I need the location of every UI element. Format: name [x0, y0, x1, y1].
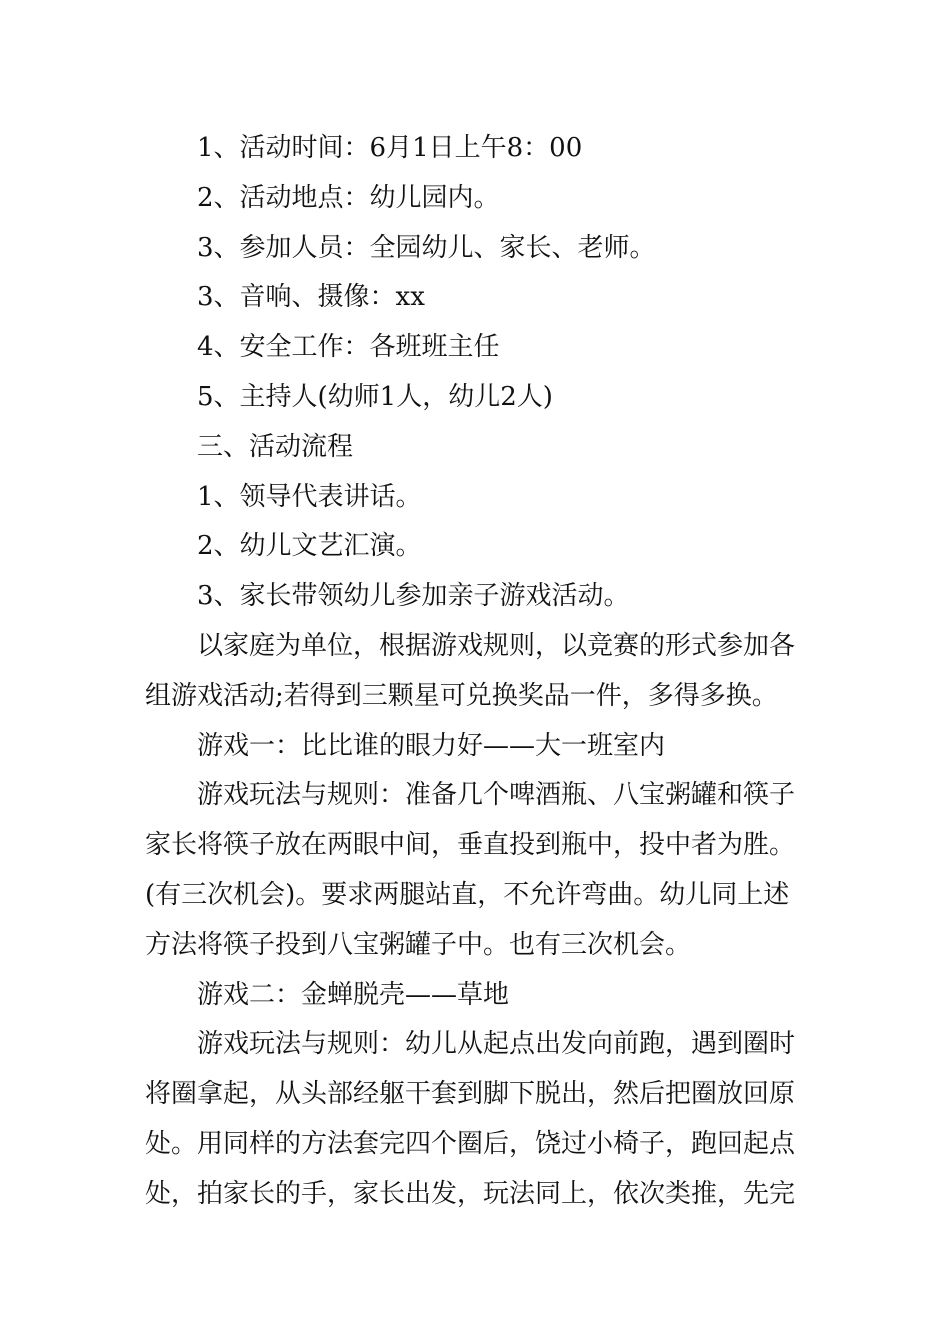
- paragraph-line: 将圈拿起，从头部经躯干套到脚下脱出，然后把圈放回原: [145, 1079, 796, 1110]
- list-item-parent-child-games: 3、家长带领幼儿参加亲子游戏活动。: [197, 581, 630, 612]
- list-item-safety: 4、安全工作：各班班主任: [197, 332, 500, 363]
- list-item-audio-video: 3、音响、摄像：xx: [197, 282, 425, 313]
- list-item-host: 5、主持人(幼师1人，幼儿2人): [197, 381, 553, 412]
- paragraph-line: 处，拍家长的手，家长出发，玩法同上，依次类推，先完: [145, 1178, 796, 1209]
- document-body: [145, 124, 810, 1220]
- paragraph-line: 方法将筷子投到八宝粥罐子中。也有三次机会。: [145, 929, 692, 960]
- list-item-participants: 3、参加人员：全园幼儿、家长、老师。: [197, 232, 656, 263]
- list-item-leader-speech: 1、领导代表讲话。: [197, 481, 422, 512]
- list-item-activity-time: 1、活动时间：6月1日上午8：00: [197, 133, 583, 163]
- paragraph-line: 组游戏活动;若得到三颗星可兑换奖品一件，多得多换。: [145, 680, 778, 711]
- paragraph-line: (有三次机会)。要求两腿站直，不允许弯曲。幼儿同上述: [145, 879, 790, 910]
- game-one-title: 游戏一：比比谁的眼力好——大一班室内: [197, 730, 666, 761]
- game-two-title: 游戏二：金蝉脱壳——草地: [197, 979, 510, 1010]
- paragraph-line: 处。用同样的方法套完四个圈后，饶过小椅子，跑回起点: [145, 1128, 796, 1159]
- paragraph-line: 以家庭为单位，根据游戏规则，以竞赛的形式参加各: [197, 630, 796, 661]
- list-item-performance: 2、幼儿文艺汇演。: [197, 531, 422, 562]
- paragraph-line: 游戏玩法与规则：准备几个啤酒瓶、八宝粥罐和筷子: [197, 780, 796, 811]
- paragraph-line: 游戏玩法与规则：幼儿从起点出发向前跑，遇到圈时: [197, 1029, 796, 1060]
- paragraph-line: 家长将筷子放在两眼中间，垂直投到瓶中，投中者为胜。: [145, 830, 796, 861]
- list-item-activity-location: 2、活动地点：幼儿园内。: [197, 182, 500, 213]
- section-heading-process: 三、活动流程: [197, 431, 354, 462]
